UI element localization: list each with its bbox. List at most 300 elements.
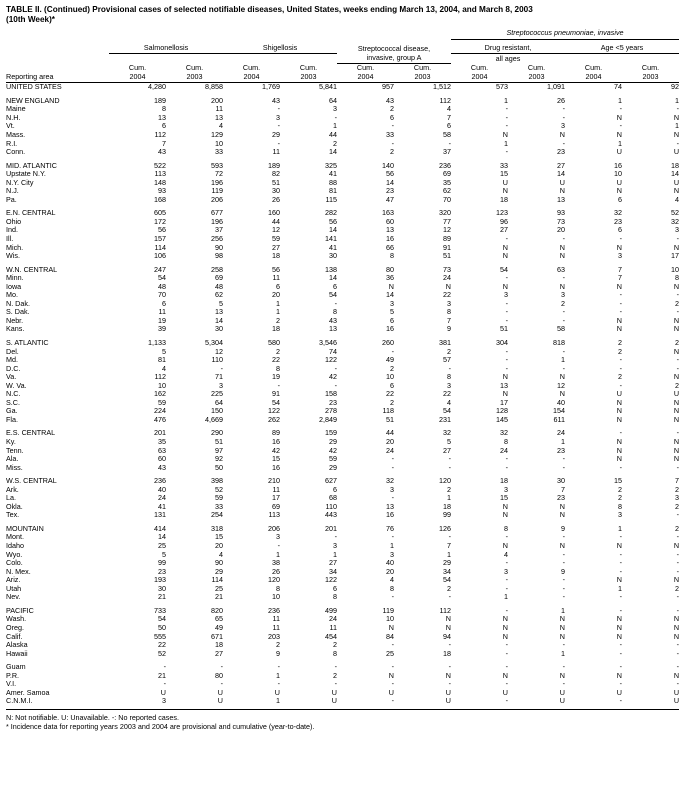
- subgroup-header-age-under-5: [565, 39, 679, 54]
- row-value: N: [559, 186, 565, 196]
- row-value: 224: [154, 406, 166, 416]
- row-value: 13: [158, 112, 166, 122]
- row-value: 49: [215, 622, 223, 632]
- row-value: 6: [390, 315, 394, 325]
- row-value: 54: [500, 264, 508, 274]
- row-value: 14: [386, 177, 394, 187]
- group-header-salmonellosis: Salmonellosis: [109, 39, 223, 54]
- row-value: U: [274, 687, 280, 697]
- row-value: 50: [215, 462, 223, 472]
- table-row: [6, 568, 679, 577]
- row-value: 19: [272, 372, 280, 382]
- row-value: -: [676, 233, 680, 243]
- row-value: -: [676, 290, 680, 300]
- row-area-label: MOUNTAIN: [6, 523, 44, 533]
- row-value: 3,546: [319, 338, 337, 347]
- row-value: 4,669: [205, 414, 223, 424]
- row-value: 196: [211, 216, 223, 226]
- table-row: [6, 511, 679, 520]
- row-value: 206: [268, 523, 280, 533]
- row-value: 37: [443, 147, 451, 157]
- title-line-1: TABLE II. (Continued) Provisional cases of selected notifiable diseases, United States, weeks ending March 13, 2004, and March 8, 2003: [6, 5, 533, 14]
- row-value: N: [559, 501, 565, 511]
- row-area-label: P.R.: [6, 670, 20, 680]
- row-value: 62: [215, 290, 223, 300]
- row-value: -: [505, 454, 508, 464]
- row-area-label: NEW ENGLAND: [6, 95, 60, 105]
- row-value: 1: [276, 307, 280, 317]
- col-head-shig-2004-top: Cum.: [242, 63, 261, 73]
- row-value: 196: [211, 177, 223, 187]
- row-value: 99: [158, 558, 166, 568]
- row-value: 24: [557, 428, 565, 438]
- row-value: 38: [272, 558, 280, 568]
- row-value: -: [505, 363, 508, 373]
- row-value: 1: [618, 583, 622, 593]
- row-area-label: Wis.: [6, 251, 20, 261]
- row-value: 99: [443, 510, 451, 520]
- row-value: 818: [553, 338, 565, 347]
- row-value: 13: [557, 194, 565, 204]
- table-row: [6, 455, 679, 464]
- row-value: 58: [443, 129, 451, 139]
- row-value: 30: [557, 476, 565, 486]
- row-value: -: [562, 549, 565, 559]
- row-value: U: [673, 696, 680, 706]
- row-value: 20: [215, 541, 223, 551]
- row-value: -: [619, 532, 622, 542]
- row-value: -: [562, 640, 565, 650]
- row-area-label: Fla.: [6, 414, 18, 424]
- row-value: N: [616, 112, 622, 122]
- row-value: 92: [215, 454, 223, 464]
- row-area-label: Ark.: [6, 484, 19, 494]
- row-area-label: Ill.: [6, 233, 14, 243]
- table-row: [6, 114, 679, 123]
- row-value: 56: [272, 264, 280, 274]
- row-value: 1,133: [148, 338, 166, 347]
- row-value: 4: [447, 397, 451, 407]
- row-value: 320: [439, 208, 451, 218]
- row-value: 3: [162, 696, 166, 706]
- table-row: [6, 486, 679, 495]
- row-value: 2: [618, 346, 622, 356]
- row-value: 6: [333, 484, 337, 494]
- row-value: -: [448, 532, 451, 542]
- row-value: 7: [447, 315, 451, 325]
- row-value: N: [616, 631, 622, 641]
- row-value: 1: [276, 670, 280, 680]
- row-area-label: S. Dak.: [6, 307, 30, 317]
- row-area-label: Md.: [6, 355, 18, 365]
- row-value: 4,280: [148, 82, 166, 92]
- row-value: -: [505, 315, 508, 325]
- row-value: 168: [154, 194, 166, 204]
- row-value: 74: [329, 346, 337, 356]
- row-value: -: [619, 290, 622, 300]
- row-value: 88: [329, 177, 337, 187]
- row-value: N: [616, 324, 622, 334]
- row-value: 25: [386, 648, 394, 658]
- row-value: 5: [219, 298, 223, 308]
- table-row: [6, 179, 679, 188]
- row-value: 158: [325, 389, 337, 399]
- row-value: 91: [272, 389, 280, 399]
- row-value: 29: [272, 129, 280, 139]
- row-value: N: [673, 186, 680, 196]
- table-row: [6, 624, 679, 633]
- table-row: [6, 283, 679, 292]
- table-row: [6, 585, 679, 594]
- row-value: U: [616, 177, 622, 187]
- row-value: 256: [211, 233, 223, 243]
- row-value: N: [616, 242, 622, 252]
- row-value: -: [220, 662, 223, 672]
- row-area-label: UNITED STATES: [6, 82, 62, 92]
- row-value: 91: [443, 242, 451, 252]
- row-value: 90: [215, 558, 223, 568]
- row-value: 129: [211, 129, 223, 139]
- row-value: -: [391, 696, 394, 706]
- row-value: U: [616, 147, 622, 157]
- row-value: 27: [557, 160, 565, 170]
- table-header: [6, 29, 679, 83]
- group-header-strep-group-a: [337, 39, 451, 54]
- row-value: 1: [618, 523, 622, 533]
- row-value: N: [616, 397, 622, 407]
- row-value: -: [562, 454, 565, 464]
- group-header-strep-group-a-line2: invasive, group A: [337, 54, 451, 64]
- footnote-incidence: * Incidence data for reporting years 2003 and 2004 are provisional and cumulative (year-to-date).: [6, 721, 315, 731]
- row-value: U: [559, 177, 565, 187]
- row-value: 8: [504, 437, 508, 447]
- row-value: 18: [500, 194, 508, 204]
- row-value: 2: [675, 380, 680, 390]
- row-value: N: [616, 186, 622, 196]
- row-value: 11: [158, 307, 166, 317]
- row-value: N: [502, 242, 508, 252]
- row-value: 51: [215, 437, 223, 447]
- row-value: 22: [158, 640, 166, 650]
- row-value: -: [562, 307, 565, 317]
- row-value: 3: [504, 566, 508, 576]
- row-value: 27: [329, 558, 337, 568]
- row-value: 325: [325, 160, 337, 170]
- row-value: N: [559, 614, 565, 624]
- row-value: 68: [329, 493, 337, 503]
- row-value: 77: [443, 216, 451, 226]
- row-value: N: [673, 614, 680, 624]
- table-row: [6, 252, 679, 261]
- row-value: -: [277, 662, 280, 672]
- row-value: N: [559, 622, 565, 632]
- row-value: N: [673, 437, 680, 447]
- row-value: 6: [162, 121, 166, 131]
- row-value: 4: [219, 549, 223, 559]
- row-value: 381: [439, 338, 451, 347]
- table-row: [6, 356, 679, 365]
- row-value: N: [673, 315, 680, 325]
- row-value: 820: [211, 605, 223, 615]
- row-value: -: [619, 696, 622, 706]
- row-value: 14: [158, 532, 166, 542]
- row-value: -: [448, 462, 451, 472]
- row-value: 113: [268, 510, 280, 520]
- row-area-label: Va.: [6, 372, 17, 382]
- row-value: 22: [443, 290, 451, 300]
- row-value: -: [505, 121, 508, 131]
- row-value: 60: [386, 216, 394, 226]
- row-value: 36: [386, 273, 394, 283]
- row-value: -: [676, 428, 680, 438]
- row-value: 12: [557, 380, 565, 390]
- row-value: 141: [325, 233, 337, 243]
- row-area-label: Mont.: [6, 532, 24, 542]
- row-value: 24: [500, 445, 508, 455]
- col-head-age5-2004: 2004: [585, 71, 602, 81]
- row-value: 1,512: [433, 82, 451, 92]
- table-row: [6, 641, 679, 650]
- table-row: [6, 170, 679, 179]
- row-area-label: Oreg.: [6, 622, 24, 632]
- row-value: 6: [333, 583, 337, 593]
- row-value: -: [505, 104, 508, 114]
- row-value: -: [505, 648, 508, 658]
- row-area-label: Minn.: [6, 273, 24, 283]
- row-value: N: [673, 372, 680, 382]
- row-value: 34: [443, 566, 451, 576]
- row-value: 10: [215, 138, 223, 148]
- row-value: 32: [443, 428, 451, 438]
- row-value: 163: [382, 208, 394, 218]
- row-value: 76: [386, 523, 394, 533]
- row-value: 8: [390, 583, 394, 593]
- row-value: 119: [382, 605, 394, 615]
- row-value: N: [559, 372, 565, 382]
- row-value: N: [445, 670, 451, 680]
- row-value: 23: [329, 397, 337, 407]
- row-value: -: [676, 104, 680, 114]
- row-value: 611: [553, 414, 565, 424]
- row-area-label: W.S. CENTRAL: [6, 476, 57, 486]
- row-value: 2: [618, 372, 622, 382]
- row-value: 122: [325, 355, 337, 365]
- row-value: -: [448, 454, 451, 464]
- row-value: 154: [553, 406, 565, 416]
- row-value: -: [505, 575, 508, 585]
- row-value: -: [448, 363, 451, 373]
- row-value: 20: [386, 437, 394, 447]
- row-value: 39: [158, 324, 166, 334]
- row-value: 262: [268, 414, 280, 424]
- row-value: N: [616, 406, 622, 416]
- row-value: -: [676, 679, 680, 689]
- row-value: 2: [675, 298, 680, 308]
- row-area-label: S. ATLANTIC: [6, 338, 49, 347]
- row-value: 3: [333, 541, 337, 551]
- row-value: 6: [390, 380, 394, 390]
- row-value: 80: [215, 670, 223, 680]
- subgroup-drug-resistant-line2: all ages: [495, 54, 521, 64]
- row-value: 24: [443, 273, 451, 283]
- row-value: 3: [561, 121, 565, 131]
- row-value: -: [505, 355, 508, 365]
- row-value: 2: [447, 583, 451, 593]
- row-value: 3: [276, 112, 280, 122]
- col-head-shig-2003-top: Cum.: [299, 63, 318, 73]
- row-value: 17: [671, 251, 680, 261]
- row-value: -: [505, 532, 508, 542]
- row-value: 573: [496, 82, 508, 92]
- header-row-groups: [6, 39, 679, 54]
- row-value: N: [616, 575, 622, 585]
- row-value: -: [277, 679, 280, 689]
- row-value: 49: [386, 355, 394, 365]
- table-row: [6, 187, 679, 196]
- row-value: 23: [557, 493, 565, 503]
- row-value: 162: [154, 389, 166, 399]
- row-value: 8: [504, 523, 508, 533]
- row-value: 2: [618, 338, 622, 347]
- row-value: 2: [447, 484, 451, 494]
- row-value: 21: [158, 592, 166, 602]
- col-head-age5-2003-top: Cum.: [641, 63, 660, 73]
- table-row: [6, 407, 679, 416]
- row-value: 290: [211, 428, 223, 438]
- row-value: 34: [329, 566, 337, 576]
- row-value: -: [562, 532, 565, 542]
- row-value: 4: [219, 121, 223, 131]
- row-value: 62: [443, 186, 451, 196]
- row-value: 189: [268, 160, 280, 170]
- col-head-dr-2004: 2004: [471, 71, 488, 81]
- row-value: 10: [386, 614, 394, 624]
- row-area-label: N.H.: [6, 112, 21, 122]
- row-value: 16: [272, 437, 280, 447]
- row-value: 1: [504, 95, 508, 105]
- table-row: [6, 148, 679, 157]
- row-value: 1: [390, 541, 394, 551]
- row-value: 52: [158, 648, 166, 658]
- row-value: 59: [329, 454, 337, 464]
- row-value: 10: [386, 372, 394, 382]
- row-area-label: N.C.: [6, 389, 21, 399]
- row-value: -: [619, 307, 622, 317]
- row-value: -: [676, 363, 680, 373]
- row-value: N: [502, 129, 508, 139]
- row-value: -: [334, 679, 337, 689]
- row-value: N: [616, 454, 622, 464]
- row-area-label: N. Dak.: [6, 298, 30, 308]
- row-value: 128: [496, 406, 508, 416]
- row-value: 555: [154, 631, 166, 641]
- row-value: 11: [272, 484, 280, 494]
- col-head-dr-2004-top: Cum.: [470, 63, 489, 73]
- row-value: 40: [386, 558, 394, 568]
- row-value: 14: [329, 273, 337, 283]
- row-value: 20: [272, 290, 280, 300]
- row-value: 51: [272, 177, 280, 187]
- header-row-cum-top: [6, 64, 679, 73]
- row-value: -: [505, 233, 508, 243]
- table-row: [6, 663, 679, 672]
- row-area-label: V.I.: [6, 679, 17, 689]
- row-area-label: Mo.: [6, 290, 18, 300]
- col-head-salm-2004: 2004: [129, 71, 146, 81]
- row-value: 3: [219, 380, 223, 390]
- table-row: [6, 317, 679, 326]
- row-value: 733: [154, 605, 166, 615]
- row-value: N: [388, 670, 394, 680]
- row-value: 52: [671, 208, 680, 218]
- row-value: -: [676, 662, 680, 672]
- row-value: 33: [215, 147, 223, 157]
- row-area-label: Okla.: [6, 501, 23, 511]
- table-row: [6, 593, 679, 602]
- table-row: [6, 291, 679, 300]
- row-value: N: [502, 251, 508, 261]
- row-value: 16: [614, 160, 622, 170]
- row-value: 74: [614, 82, 622, 92]
- row-value: 66: [386, 242, 394, 252]
- row-value: N: [445, 622, 451, 632]
- row-value: 10: [272, 592, 280, 602]
- row-value: 9: [276, 648, 280, 658]
- row-value: -: [619, 462, 622, 472]
- row-value: N: [502, 186, 508, 196]
- row-value: 14: [215, 315, 223, 325]
- row-value: 1: [618, 138, 622, 148]
- row-value: 26: [557, 95, 565, 105]
- row-value: 2: [333, 670, 337, 680]
- row-value: -: [505, 462, 508, 472]
- row-value: -: [505, 346, 508, 356]
- row-value: 54: [443, 575, 451, 585]
- row-value: N: [673, 670, 680, 680]
- row-value: 81: [329, 186, 337, 196]
- row-value: N: [673, 622, 680, 632]
- row-value: 112: [439, 605, 451, 615]
- row-value: -: [277, 380, 280, 390]
- row-value: 48: [215, 281, 223, 291]
- row-value: 56: [386, 169, 394, 179]
- row-value: 201: [325, 523, 337, 533]
- table-row: [6, 542, 679, 551]
- row-value: 92: [671, 82, 680, 92]
- row-value: 5,841: [319, 82, 337, 92]
- row-value: N: [673, 445, 680, 455]
- row-value: -: [619, 121, 622, 131]
- row-value: -: [619, 605, 622, 615]
- row-value: 3: [675, 225, 680, 235]
- row-area-label: W. Va.: [6, 380, 27, 390]
- header-row-cum-bottom: [6, 73, 679, 83]
- row-value: 106: [154, 251, 166, 261]
- row-value: N: [673, 631, 680, 641]
- row-value: 51: [386, 414, 394, 424]
- row-value: 8: [276, 583, 280, 593]
- row-value: 21: [158, 670, 166, 680]
- row-value: 24: [386, 445, 394, 455]
- row-value: N: [559, 670, 565, 680]
- table-row: [6, 680, 679, 689]
- row-value: -: [562, 138, 565, 148]
- row-value: 15: [500, 493, 508, 503]
- row-value: 27: [500, 225, 508, 235]
- row-value: 159: [325, 428, 337, 438]
- row-value: 13: [329, 324, 337, 334]
- row-value: 2: [390, 147, 394, 157]
